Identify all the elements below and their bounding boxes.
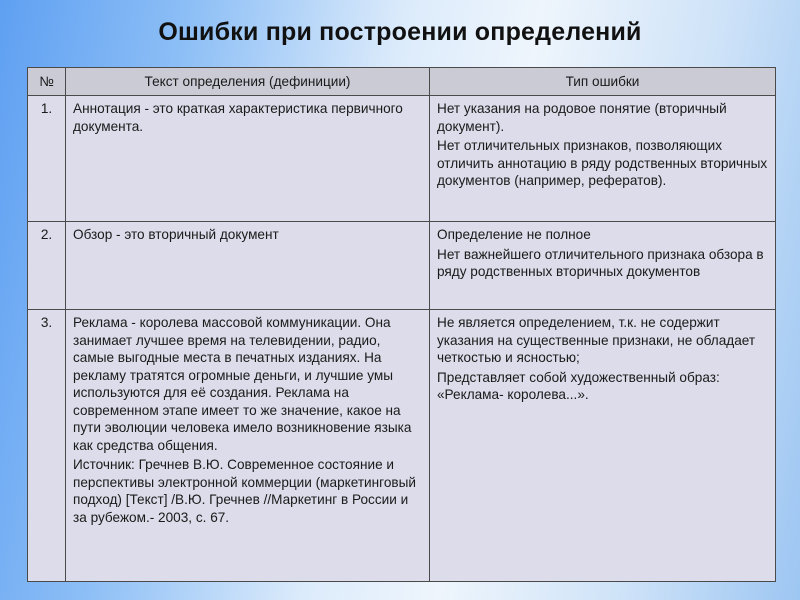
table-row bbox=[28, 310, 776, 582]
error-text: Определение не полное bbox=[437, 227, 591, 242]
error-text: Не является определением, т.к. не содержит указания на существенные признаки, не обладает четкостью и ясностью; bbox=[437, 315, 756, 365]
error-cell bbox=[430, 96, 776, 222]
error-text: Представляет собой художественный образ: «Реклама- королева...». bbox=[437, 369, 720, 402]
header-error-type: Тип ошибки bbox=[430, 68, 776, 96]
error-text: Нет важнейшего отличительного признака обзора в ряду родственных вторичных документов bbox=[437, 246, 764, 279]
definition-cell bbox=[66, 310, 430, 582]
definition-cell bbox=[66, 222, 430, 310]
header-definition: Текст определения (дефиниции) bbox=[66, 68, 430, 96]
table-header-row bbox=[28, 68, 776, 96]
row-number: 3. bbox=[28, 310, 66, 582]
row-number: 1. bbox=[28, 96, 66, 222]
definitions-errors-table bbox=[27, 67, 776, 582]
definition-cell bbox=[66, 96, 430, 222]
page-title: Ошибки при построении определений bbox=[158, 18, 642, 46]
table-row bbox=[28, 222, 776, 310]
header-number: № bbox=[28, 68, 66, 96]
source-citation: Источник: Гречнев В.Ю. Современное состояние и перспективы электронной коммерции (маркетинговый подход) [Текст] /В.Ю. Гречнев //Маркетинг в России и за рубежом.- 2003, с. 67. bbox=[73, 457, 416, 525]
error-cell bbox=[430, 222, 776, 310]
definition-text: Реклама - королева массовой коммуникации. Она занимает лучшее время на телевидении, радио, самые выгодные места в печатных изданиях. На рекламу тратятся огромные деньги, и лучшие умы используются для её создания. Реклама на современном этапе имеет то же значение, какое на пути эволюции человека имело возникновение языка как средства общения. bbox=[73, 315, 412, 453]
table-row bbox=[28, 96, 776, 222]
definition-text: Обзор - это вторичный документ bbox=[73, 227, 279, 242]
definition-text: Аннотация - это краткая характеристика первичного документа. bbox=[73, 101, 403, 134]
error-text: Нет указания на родовое понятие (вторичный документ). bbox=[437, 101, 727, 134]
row-number: 2. bbox=[28, 222, 66, 310]
error-text: Нет отличительных признаков, позволяющих отличить аннотацию в ряду родственных вторичных документов (например, рефератов). bbox=[437, 138, 768, 188]
error-cell bbox=[430, 310, 776, 582]
